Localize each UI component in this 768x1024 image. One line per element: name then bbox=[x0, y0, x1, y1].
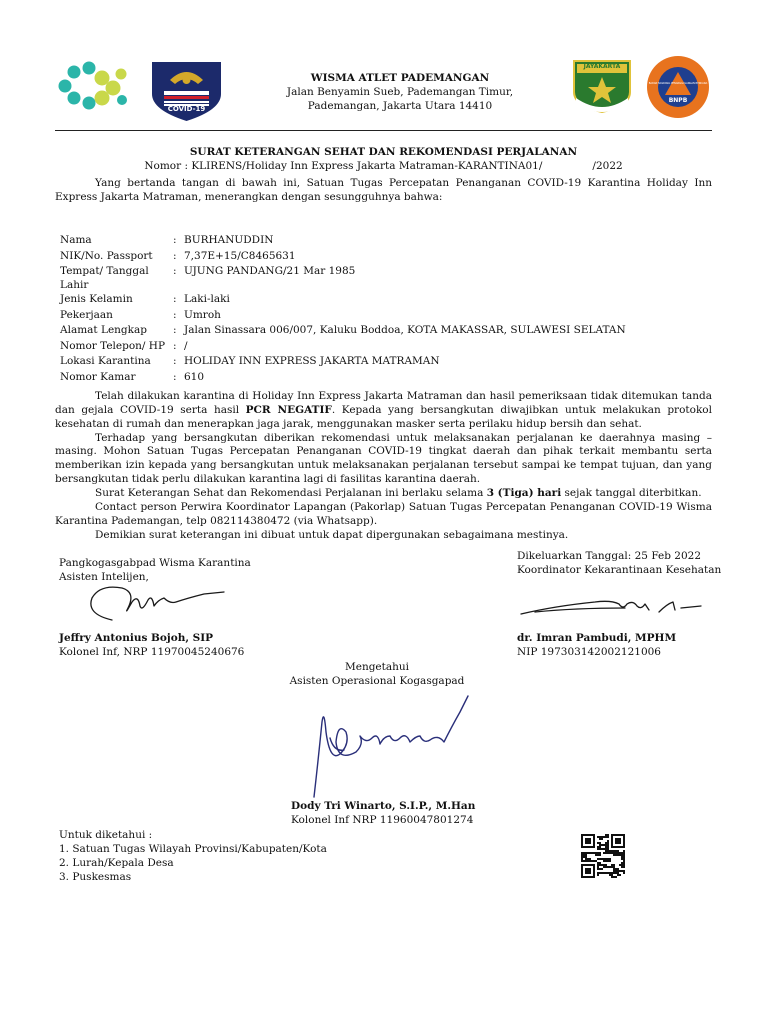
identity-row bbox=[60, 250, 626, 266]
paragraph-result bbox=[55, 390, 712, 432]
pcr-result: PCR NEGATIF bbox=[245, 403, 332, 416]
result-text-b: . Kepada yang bersangkutan diwajibkan untuk melakukan protokol kesehatan di rumah dan menerapkan jaga jarak, menggunakan masker serta perilaku hidup bersih dan sehat. bbox=[55, 403, 712, 430]
issue-date: Dikeluarkan Tanggal: 25 Feb 2022 bbox=[517, 550, 702, 562]
document-number: Nomor : KLIRENS/Holiday Inn Express Jakarta Matraman-KARANTINA01/ /2022 bbox=[144, 159, 623, 172]
bnpb-abbr: BNPB bbox=[668, 97, 688, 104]
identity-colon: : bbox=[173, 292, 177, 305]
identity-label: Tempat/ Tanggal Lahir bbox=[60, 265, 149, 292]
document-title: SURAT KETERANGAN SEHAT DAN REKOMENDASI PERJALANAN bbox=[189, 146, 578, 158]
identity-colon: : bbox=[173, 370, 177, 383]
left-signatory-name: Jeffry Antonius Bojoh, SIP bbox=[59, 632, 214, 644]
right-signature bbox=[515, 592, 705, 622]
identity-colon: : bbox=[173, 355, 177, 368]
right-signatory-identity bbox=[517, 632, 737, 660]
identity-label: Lokasi Karantina bbox=[60, 355, 151, 368]
right-signatory-role bbox=[517, 550, 737, 578]
covid19-task-force-logo bbox=[148, 58, 225, 124]
identity-label: Jenis Kelamin bbox=[60, 292, 133, 305]
identity-value: Jalan Sinassara 006/007, Kaluku Boddoa, KOTA MAKASSAR, SULAWESI SELATAN bbox=[184, 324, 626, 337]
center-role-line: Asisten Operasional Kogasgapad bbox=[289, 674, 465, 687]
center-signature bbox=[300, 692, 480, 802]
identity-row bbox=[60, 355, 626, 371]
result-text-a: Telah dilakukan karantina di Holiday Inn Express Jakarta Matraman dan hasil pemeriksaan tidak ditemukan tanda dan gejala COVID-19 serta hasil bbox=[55, 390, 712, 416]
identity-value: 610 bbox=[184, 370, 205, 383]
identity-row bbox=[60, 340, 626, 356]
right-signatory-nip: NIP 197303142002121006 bbox=[517, 645, 661, 658]
identity-value: BURHANUDDIN bbox=[184, 234, 274, 246]
validity-text-a: Surat Keterangan Sehat dan Rekomendasi Perjalanan ini berlaku selama bbox=[95, 487, 487, 500]
intro-paragraph: Yang bertanda tangan di bawah ini, Satuan Tugas Percepatan Penanganan COVID-19 Karantina Holiday Inn Express Jakarta Matraman, menerangkan dengan sesungguhnya bahwa: bbox=[55, 177, 712, 203]
address-line-2: Pademangan, Jakarta Utara 14410 bbox=[307, 99, 493, 112]
identity-row bbox=[60, 293, 626, 309]
identity-label: Alamat Lengkap bbox=[60, 324, 147, 337]
identity-colon: : bbox=[173, 308, 177, 321]
identity-row bbox=[60, 371, 626, 387]
qr-code bbox=[581, 834, 625, 878]
center-signatory-name: Dody Tri Winarto, S.I.P., M.Han bbox=[291, 800, 476, 812]
identity-row bbox=[60, 265, 626, 293]
identity-value: Umroh bbox=[184, 308, 221, 321]
address-line-1: Jalan Benyamin Sueb, Pademangan Timur, bbox=[286, 85, 514, 98]
identity-label: Nomor Kamar bbox=[60, 370, 136, 383]
validity-text-b: sejak tanggal diterbitkan. bbox=[561, 487, 702, 500]
center-signatory-rank: Kolonel Inf NRP 11960047801274 bbox=[291, 813, 474, 826]
identity-row bbox=[60, 309, 626, 325]
identity-table bbox=[60, 234, 626, 386]
identity-colon: : bbox=[173, 324, 177, 337]
document-title-block bbox=[55, 146, 712, 174]
acknowledgment-heading: Mengetahui bbox=[344, 661, 410, 673]
jayakarta-emblem bbox=[571, 58, 633, 114]
cc-list bbox=[59, 829, 359, 884]
identity-value: HOLIDAY INN EXPRESS JAKARTA MATRAMAN bbox=[184, 355, 440, 368]
org-name: WISMA ATLET PADEMANGAN bbox=[310, 72, 490, 84]
identity-colon: : bbox=[173, 249, 177, 262]
kemenkes-logo bbox=[55, 60, 133, 110]
identity-colon: : bbox=[173, 265, 177, 278]
bnpb-logo bbox=[640, 54, 716, 120]
identity-value: / bbox=[184, 339, 188, 352]
bnpb-ring-text: BADAN NASIONAL PENANGGULANGAN BENCANA bbox=[648, 82, 708, 85]
identity-row bbox=[60, 324, 626, 340]
identity-label: Nama bbox=[60, 234, 92, 246]
paragraph-contact: Contact person Perwira Koordinator Lapangan (Pakorlap) Satuan Tugas Percepatan Penanganan COVID-19 Wisma Karantina Pademangan, telp 082114380472 (via Whatsapp). bbox=[55, 500, 712, 527]
letterhead bbox=[230, 72, 570, 114]
identity-row bbox=[60, 234, 626, 250]
center-signatory-identity bbox=[291, 800, 551, 828]
cc-item: 3. Puskesmas bbox=[59, 870, 132, 883]
right-role-line: Koordinator Kekarantinaan Kesehatan bbox=[517, 563, 722, 576]
left-signatory-identity bbox=[59, 632, 359, 660]
identity-value: Laki-laki bbox=[184, 292, 230, 305]
body-text bbox=[55, 390, 712, 542]
cc-heading: Untuk diketahui : bbox=[59, 829, 153, 841]
left-role-line-2: Asisten Intelijen, bbox=[59, 570, 149, 583]
paragraph-validity bbox=[55, 487, 712, 501]
paragraph-recommendation: Terhadap yang bersangkutan diberikan rekomendasi untuk melaksanakan perjalanan ke daerahnya masing – masing. Mohon Satuan Tugas Percepatan Penanganan COVID-19 tingkat daerah dan pihak terkait membantu serta memberikan izin kepada yang bersangkutan untuk melaksanakan perjalanan tersebut sampai ke tempat tujuan, dan yang bersangkutan tidak perlu dilakukan karantina lagi di fasilitas karantina daerah. bbox=[55, 431, 712, 486]
identity-value: 7,37E+15/C8465631 bbox=[184, 249, 296, 262]
jayakarta-text: JAYAKARTA bbox=[583, 63, 621, 70]
paragraph-closing: Demikian surat keterangan ini dibuat untuk dapat dipergunakan sebagaimana mestinya. bbox=[95, 528, 569, 541]
header-divider bbox=[55, 130, 712, 131]
center-signatory-role bbox=[270, 661, 484, 689]
validity-duration: 3 (Tiga) hari bbox=[486, 487, 562, 500]
identity-label: Pekerjaan bbox=[60, 308, 113, 321]
identity-label: Nomor Telepon/ HP bbox=[60, 339, 166, 352]
identity-colon: : bbox=[173, 234, 177, 246]
identity-label: NIK/No. Passport bbox=[60, 249, 153, 262]
identity-value: UJUNG PANDANG/21 Mar 1985 bbox=[184, 265, 356, 278]
left-signature bbox=[84, 580, 234, 625]
right-signatory-name: dr. Imran Pambudi, MPHM bbox=[517, 632, 677, 644]
identity-colon: : bbox=[173, 339, 177, 352]
cc-item: 2. Lurah/Kepala Desa bbox=[59, 856, 174, 869]
left-signatory-rank: Kolonel Inf, NRP 11970045240676 bbox=[59, 645, 245, 658]
left-role-line-1: Pangkogasgabpad Wisma Karantina bbox=[59, 557, 251, 569]
cc-item: 1. Satuan Tugas Wilayah Provinsi/Kabupaten/Kota bbox=[59, 842, 327, 855]
covid-logo-caption: COVID-19 bbox=[167, 105, 206, 113]
